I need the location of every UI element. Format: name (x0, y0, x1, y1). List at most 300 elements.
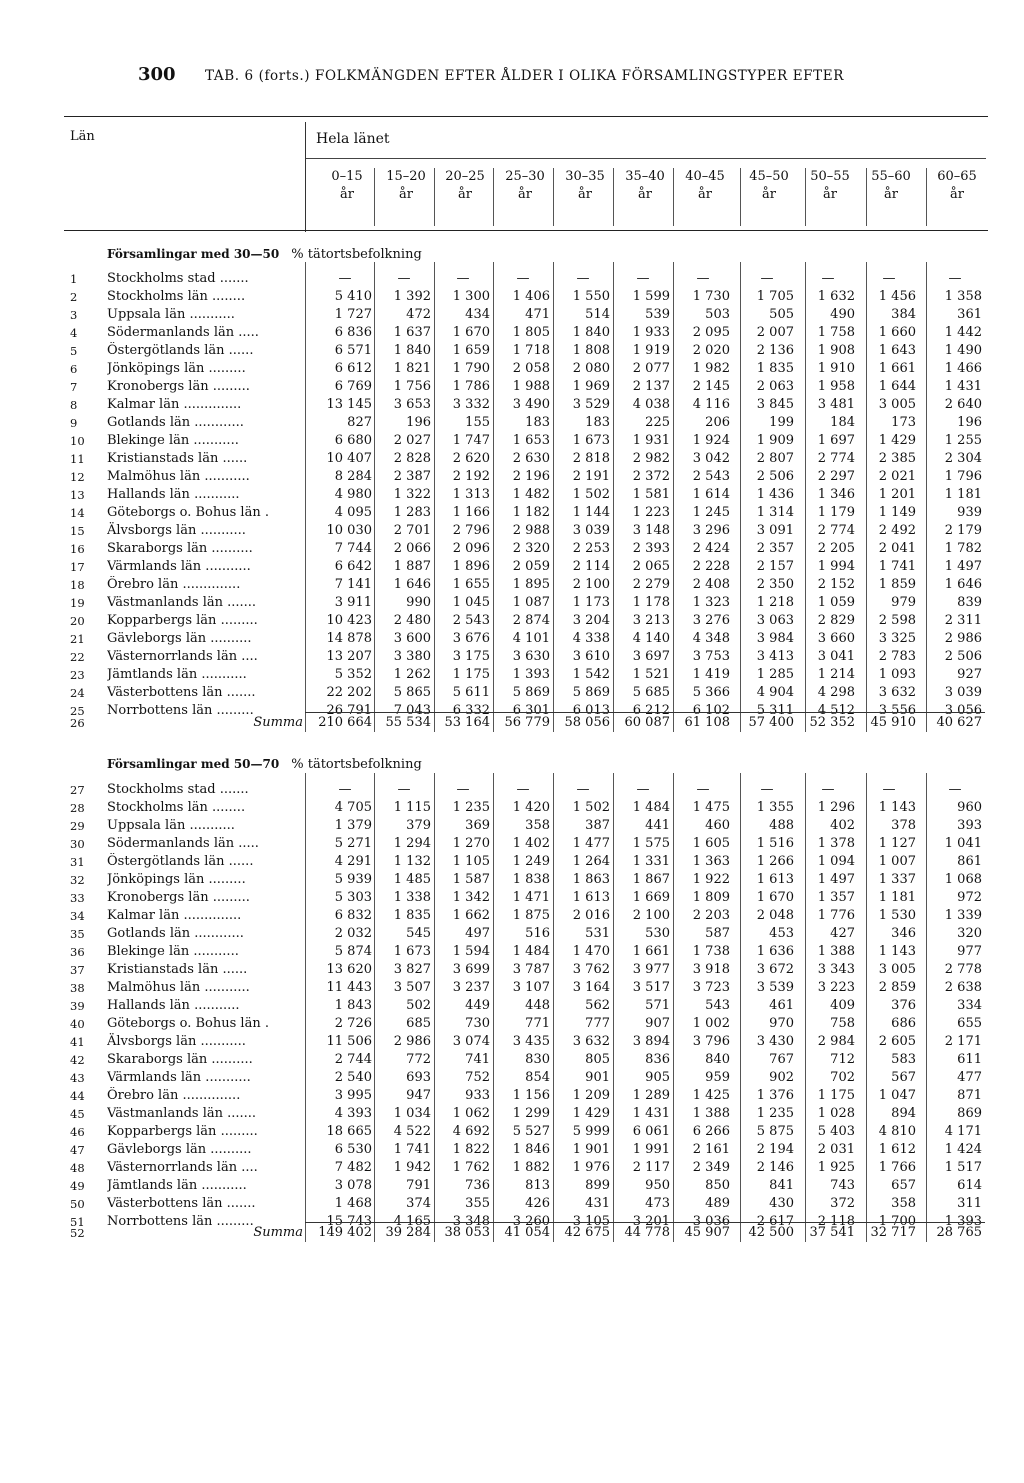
row-number: 3 (70, 308, 78, 322)
table-cell: 1 530 (878, 908, 916, 923)
row-label: Östergötlands län ...... (107, 343, 254, 358)
table-cell: 4 705 (334, 800, 372, 815)
table-cell: 1 662 (452, 908, 490, 923)
table-cell: 473 (645, 1196, 670, 1211)
table-cell: 1 521 (632, 667, 670, 682)
table-row (0, 1141, 1024, 1159)
table-cell: 2 100 (572, 577, 610, 592)
table-cell: 5 366 (692, 685, 730, 700)
table-cell: 2 605 (878, 1034, 916, 1049)
table-cell: 4 298 (817, 685, 855, 700)
table-row (0, 378, 1024, 396)
table-cell: 5 685 (632, 685, 670, 700)
table-cell: 1 179 (817, 505, 855, 520)
table-cell: 2 161 (692, 1142, 730, 1157)
table-cell: 4 810 (878, 1124, 916, 1139)
table-cell: 979 (891, 595, 916, 610)
table-cell: 6 836 (334, 325, 372, 340)
table-row (0, 997, 1024, 1015)
table-cell: 1 475 (692, 800, 730, 815)
table-cell: 902 (769, 1070, 794, 1085)
table-cell: 587 (705, 926, 730, 941)
table-cell: 8 284 (334, 469, 372, 484)
table-cell: 841 (769, 1178, 794, 1193)
table-cell: 939 (957, 505, 982, 520)
table-cell: 376 (891, 998, 916, 1013)
table-cell: 3 995 (334, 1088, 372, 1103)
summa-cell: 41 054 (504, 1225, 550, 1240)
table-cell: 1 485 (393, 872, 431, 887)
table-cell: 2 774 (817, 523, 855, 538)
row-number: 34 (70, 909, 85, 923)
table-cell: 183 (585, 415, 610, 430)
table-cell: 1 393 (512, 667, 550, 682)
table-cell: 3 556 (878, 703, 916, 718)
table-cell: 3 175 (452, 649, 490, 664)
table-cell: 1 249 (512, 854, 550, 869)
table-cell: 2 988 (512, 523, 550, 538)
table-cell: 2 543 (692, 469, 730, 484)
table-cell: 972 (957, 890, 982, 905)
row-number: 45 (70, 1107, 85, 1121)
row-number: 17 (70, 560, 85, 574)
row-label: Värmlands län ........... (107, 1070, 251, 1085)
table-cell: 4 038 (632, 397, 670, 412)
table-cell: 2 021 (878, 469, 916, 484)
table-cell: 26 791 (326, 703, 372, 718)
table-cell: 1 747 (452, 433, 490, 448)
table-row (0, 666, 1024, 684)
table-cell: 2 506 (944, 649, 982, 664)
table-cell: 1 660 (878, 325, 916, 340)
table-cell: 3 213 (632, 613, 670, 628)
table-cell: 1 235 (452, 800, 490, 815)
table-cell: 1 542 (572, 667, 610, 682)
table-cell: 1 922 (692, 872, 730, 887)
table-cell: 10 407 (326, 451, 372, 466)
table-cell: 3 529 (572, 397, 610, 412)
table-cell: 2 874 (512, 613, 550, 628)
table-cell: 3 723 (692, 980, 730, 995)
table-cell: 434 (465, 307, 490, 322)
table-cell: 791 (406, 1178, 431, 1193)
table-cell: 1 502 (572, 487, 610, 502)
table-cell: 1 840 (572, 325, 610, 340)
table-cell: 1 062 (452, 1106, 490, 1121)
table-cell: 2 192 (452, 469, 490, 484)
table-row (0, 342, 1024, 360)
table-cell: — (576, 271, 590, 286)
table-cell: 1 144 (572, 505, 610, 520)
table-cell: 2 063 (756, 379, 794, 394)
table-cell: 1 741 (393, 1142, 431, 1157)
table-cell: 1 659 (452, 343, 490, 358)
table-cell: 4 116 (692, 397, 730, 412)
table-cell: 2 196 (512, 469, 550, 484)
section-title-suffix: % tätortsbefolkning (291, 757, 422, 772)
table-cell: 2 387 (393, 469, 431, 484)
row-label: Malmöhus län ........... (107, 980, 250, 995)
table-row (0, 576, 1024, 594)
table-cell: 6 013 (572, 703, 610, 718)
table-cell: 6 332 (452, 703, 490, 718)
table-cell: 1 653 (512, 433, 550, 448)
table-cell: 1 007 (878, 854, 916, 869)
row-number: 52 (70, 1226, 85, 1240)
table-cell: 1 718 (512, 343, 550, 358)
table-cell: 2 203 (692, 908, 730, 923)
table-cell: 2 982 (632, 451, 670, 466)
table-row (0, 1159, 1024, 1177)
table-cell: 730 (465, 1016, 490, 1031)
table-cell: 1 218 (756, 595, 794, 610)
table-cell: 960 (957, 800, 982, 815)
table-cell: 1 550 (572, 289, 610, 304)
table-cell: 3 517 (632, 980, 670, 995)
row-number: 41 (70, 1035, 85, 1049)
table-cell: 1 599 (632, 289, 670, 304)
table-cell: 358 (891, 1196, 916, 1211)
table-cell: 2 118 (817, 1214, 855, 1229)
column-range: 60–65 (937, 169, 977, 184)
table-row (0, 961, 1024, 979)
table-cell: 2 372 (632, 469, 670, 484)
table-cell: 4 512 (817, 703, 855, 718)
table-cell: 2 145 (692, 379, 730, 394)
table-cell: 869 (957, 1106, 982, 1121)
table-row (0, 594, 1024, 612)
table-cell: 3 074 (452, 1034, 490, 1049)
table-cell: 2 540 (334, 1070, 372, 1085)
table-cell: 1 976 (572, 1160, 610, 1175)
table-cell: 907 (645, 1016, 670, 1031)
table-row (0, 799, 1024, 817)
table-cell: 530 (645, 926, 670, 941)
table-cell: 836 (645, 1052, 670, 1067)
row-label: Kronobergs län ......... (107, 890, 250, 905)
table-cell: 1 181 (944, 487, 982, 502)
table-cell: 1 896 (452, 559, 490, 574)
table-cell: 1 982 (692, 361, 730, 376)
table-cell: 927 (957, 667, 982, 682)
table-cell: 320 (957, 926, 982, 941)
table-cell: 2 828 (393, 451, 431, 466)
table-cell: 1 697 (817, 433, 855, 448)
table-cell: 460 (705, 818, 730, 833)
table-cell: 10 423 (326, 613, 372, 628)
table-cell: 2 117 (632, 1160, 670, 1175)
table-cell: 950 (645, 1178, 670, 1193)
table-cell: 1 223 (632, 505, 670, 520)
summa-cell: 32 717 (870, 1225, 916, 1240)
table-cell: 1 643 (878, 343, 916, 358)
table-row (0, 522, 1024, 540)
table-cell: 3 325 (878, 631, 916, 646)
table-row (0, 306, 1024, 324)
table-cell: 2 783 (878, 649, 916, 664)
table-cell: 6 571 (334, 343, 372, 358)
table-cell: 387 (585, 818, 610, 833)
table-cell: 5 303 (334, 890, 372, 905)
row-number: 8 (70, 398, 78, 412)
table-cell: 3 107 (512, 980, 550, 995)
table-row (0, 288, 1024, 306)
table-cell: 361 (957, 307, 982, 322)
table-cell: 1 594 (452, 944, 490, 959)
table-cell: 1 490 (944, 343, 982, 358)
table-cell: 1 087 (512, 595, 550, 610)
table-cell: 1 342 (452, 890, 490, 905)
table-cell: 1 863 (572, 872, 610, 887)
column-unit: år (458, 187, 472, 202)
row-label: Jämtlands län ........... (107, 1178, 247, 1193)
row-label: Älvsborgs län ........... (107, 1034, 246, 1049)
table-cell: 2 638 (944, 980, 982, 995)
table-cell: 3 845 (756, 397, 794, 412)
summa-cell: 57 400 (748, 715, 794, 730)
table-cell: 1 587 (452, 872, 490, 887)
table-cell: 311 (957, 1196, 982, 1211)
table-cell: 1 605 (692, 836, 730, 851)
table-cell: 562 (585, 998, 610, 1013)
table-cell: 4 165 (393, 1214, 431, 1229)
row-label: Göteborgs o. Bohus län . (107, 505, 269, 520)
section-title-text: Församlingar med 30—50 (107, 247, 280, 261)
row-number: 23 (70, 668, 85, 682)
table-cell: 5 999 (572, 1124, 610, 1139)
table-cell: 1 846 (512, 1142, 550, 1157)
table-cell: 2 146 (756, 1160, 794, 1175)
table-cell: 15 743 (326, 1214, 372, 1229)
table-cell: 3 697 (632, 649, 670, 664)
table-cell: 4 095 (334, 505, 372, 520)
table-cell: 1 143 (878, 944, 916, 959)
row-label: Hallands län ........... (107, 998, 240, 1013)
table-cell: 1 047 (878, 1088, 916, 1103)
table-cell: 4 140 (632, 631, 670, 646)
table-row (0, 360, 1024, 378)
table-cell: 1 132 (393, 854, 431, 869)
table-cell: 1 323 (692, 595, 730, 610)
table-cell: 5 352 (334, 667, 372, 682)
table-cell: 1 756 (393, 379, 431, 394)
row-label: Norrbottens län ......... (107, 1214, 254, 1229)
table-cell: 655 (957, 1016, 982, 1031)
column-unit: år (698, 187, 712, 202)
table-row (0, 1087, 1024, 1105)
table-cell: 1 614 (692, 487, 730, 502)
table-cell: 453 (769, 926, 794, 941)
table-cell: 1 805 (512, 325, 550, 340)
table-cell: 571 (645, 998, 670, 1013)
row-number: 37 (70, 963, 85, 977)
table-cell: 1 741 (878, 559, 916, 574)
table-cell: 1 470 (572, 944, 610, 959)
table-cell: 3 977 (632, 962, 670, 977)
table-cell: 1 994 (817, 559, 855, 574)
table-cell: 1 028 (817, 1106, 855, 1121)
row-number: 29 (70, 819, 85, 833)
table-cell: 1 313 (452, 487, 490, 502)
row-number: 19 (70, 596, 85, 610)
table-row (0, 1177, 1024, 1195)
table-cell: 2 480 (393, 613, 431, 628)
table-cell: 1 516 (756, 836, 794, 851)
table-cell: 3 332 (452, 397, 490, 412)
table-cell: 5 403 (817, 1124, 855, 1139)
row-number: 27 (70, 783, 85, 797)
table-row (0, 1069, 1024, 1087)
table-cell: 6 680 (334, 433, 372, 448)
table-cell: 2 617 (756, 1214, 794, 1229)
table-cell: 471 (525, 307, 550, 322)
table-cell: 1 143 (878, 800, 916, 815)
table-cell: 1 758 (817, 325, 855, 340)
table-row (0, 889, 1024, 907)
row-label: Södermanlands län ..... (107, 836, 259, 851)
table-cell: 1 796 (944, 469, 982, 484)
table-cell: 2 171 (944, 1034, 982, 1049)
table-cell: 183 (525, 415, 550, 430)
table-cell: 771 (525, 1016, 550, 1031)
table-cell: 736 (465, 1178, 490, 1193)
row-label: Jämtlands län ........... (107, 667, 247, 682)
table-cell: 2 984 (817, 1034, 855, 1049)
table-cell: 3 078 (334, 1178, 372, 1193)
table-cell: 374 (406, 1196, 431, 1211)
table-cell: 6 769 (334, 379, 372, 394)
table-cell: 4 522 (393, 1124, 431, 1139)
table-cell: — (821, 782, 835, 797)
table-row (0, 270, 1024, 288)
table-cell: 3 056 (944, 703, 982, 718)
table-row (0, 468, 1024, 486)
table-cell: 990 (406, 595, 431, 610)
table-cell: 1 821 (393, 361, 431, 376)
table-cell: 2 041 (878, 541, 916, 556)
table-row (0, 871, 1024, 889)
table-cell: 2 031 (817, 1142, 855, 1157)
table-cell: 1 925 (817, 1160, 855, 1175)
table-cell: 489 (705, 1196, 730, 1211)
table-cell: 657 (891, 1178, 916, 1193)
table-cell: 1 673 (393, 944, 431, 959)
row-number: 26 (70, 716, 85, 730)
table-cell: 1 988 (512, 379, 550, 394)
table-cell: 448 (525, 998, 550, 1013)
row-number: 32 (70, 873, 85, 887)
table-cell: 6 642 (334, 559, 372, 574)
table-cell: 1 766 (878, 1160, 916, 1175)
table-cell: 1 105 (452, 854, 490, 869)
row-number: 7 (70, 380, 78, 394)
table-cell: 1 636 (756, 944, 794, 959)
table-cell: 3 653 (393, 397, 431, 412)
row-label: Västerbottens län ....... (107, 1196, 256, 1211)
table-cell: 758 (830, 1016, 855, 1031)
summa-cell: 40 627 (936, 715, 982, 730)
table-cell: 2 066 (393, 541, 431, 556)
table-cell: 1 388 (817, 944, 855, 959)
table-row (0, 1105, 1024, 1123)
table-cell: 2 630 (512, 451, 550, 466)
table-cell: 1 835 (393, 908, 431, 923)
table-row (0, 781, 1024, 799)
table-cell: 2 194 (756, 1142, 794, 1157)
table-cell: 1 393 (944, 1214, 982, 1229)
table-cell: 3 063 (756, 613, 794, 628)
table-row (0, 1015, 1024, 1033)
table-cell: 1 175 (817, 1088, 855, 1103)
table-cell: 2 080 (572, 361, 610, 376)
summa-cell: 149 402 (318, 1225, 372, 1240)
table-cell: 2 137 (632, 379, 670, 394)
table-cell: 225 (645, 415, 670, 430)
row-label: Uppsala län ........... (107, 307, 235, 322)
row-label: Kronobergs län ......... (107, 379, 250, 394)
column-range: 25–30 (505, 169, 545, 184)
summa-cell: 61 108 (684, 715, 730, 730)
table-cell: 13 620 (326, 962, 372, 977)
row-number: 12 (70, 470, 85, 484)
table-cell: 1 442 (944, 325, 982, 340)
table-cell: 1 991 (632, 1142, 670, 1157)
table-cell: 3 630 (512, 649, 550, 664)
table-cell: 693 (406, 1070, 431, 1085)
row-number: 10 (70, 434, 85, 448)
table-cell: 1 420 (512, 800, 550, 815)
table-cell: 1 632 (817, 289, 855, 304)
table-cell: 5 869 (512, 685, 550, 700)
table-cell: 2 297 (817, 469, 855, 484)
table-cell: 3 105 (572, 1214, 610, 1229)
table-cell: 1 264 (572, 854, 610, 869)
table-cell: 372 (830, 1196, 855, 1211)
table-cell: 1 358 (944, 289, 982, 304)
table-cell: — (760, 782, 774, 797)
row-label: Uppsala län ........... (107, 818, 235, 833)
table-cell: 497 (465, 926, 490, 941)
table-cell: 173 (891, 415, 916, 430)
table-cell: 3 276 (692, 613, 730, 628)
table-cell: 6 061 (632, 1124, 670, 1139)
row-number: 40 (70, 1017, 85, 1031)
table-cell: 2 279 (632, 577, 670, 592)
table-row (0, 612, 1024, 630)
row-label: Blekinge län ........... (107, 944, 239, 959)
table-cell: 539 (645, 307, 670, 322)
row-label: Blekinge län ........... (107, 433, 239, 448)
table-cell: 1 673 (572, 433, 610, 448)
summa-cell: 53 164 (444, 715, 490, 730)
table-cell: — (882, 271, 896, 286)
table-cell: 1 406 (512, 289, 550, 304)
table-cell: 1 762 (452, 1160, 490, 1175)
table-cell: 1 093 (878, 667, 916, 682)
table-cell: 905 (645, 1070, 670, 1085)
row-label: Göteborgs o. Bohus län . (107, 1016, 269, 1031)
table-cell: 1 790 (452, 361, 490, 376)
table-cell: 1 669 (632, 890, 670, 905)
table-cell: — (821, 271, 835, 286)
table-cell: 3 201 (632, 1214, 670, 1229)
table-cell: 712 (830, 1052, 855, 1067)
table-cell: 1 173 (572, 595, 610, 610)
table-cell: 472 (406, 307, 431, 322)
table-cell: 3 918 (692, 962, 730, 977)
table-cell: 393 (957, 818, 982, 833)
table-cell: 379 (406, 818, 431, 833)
